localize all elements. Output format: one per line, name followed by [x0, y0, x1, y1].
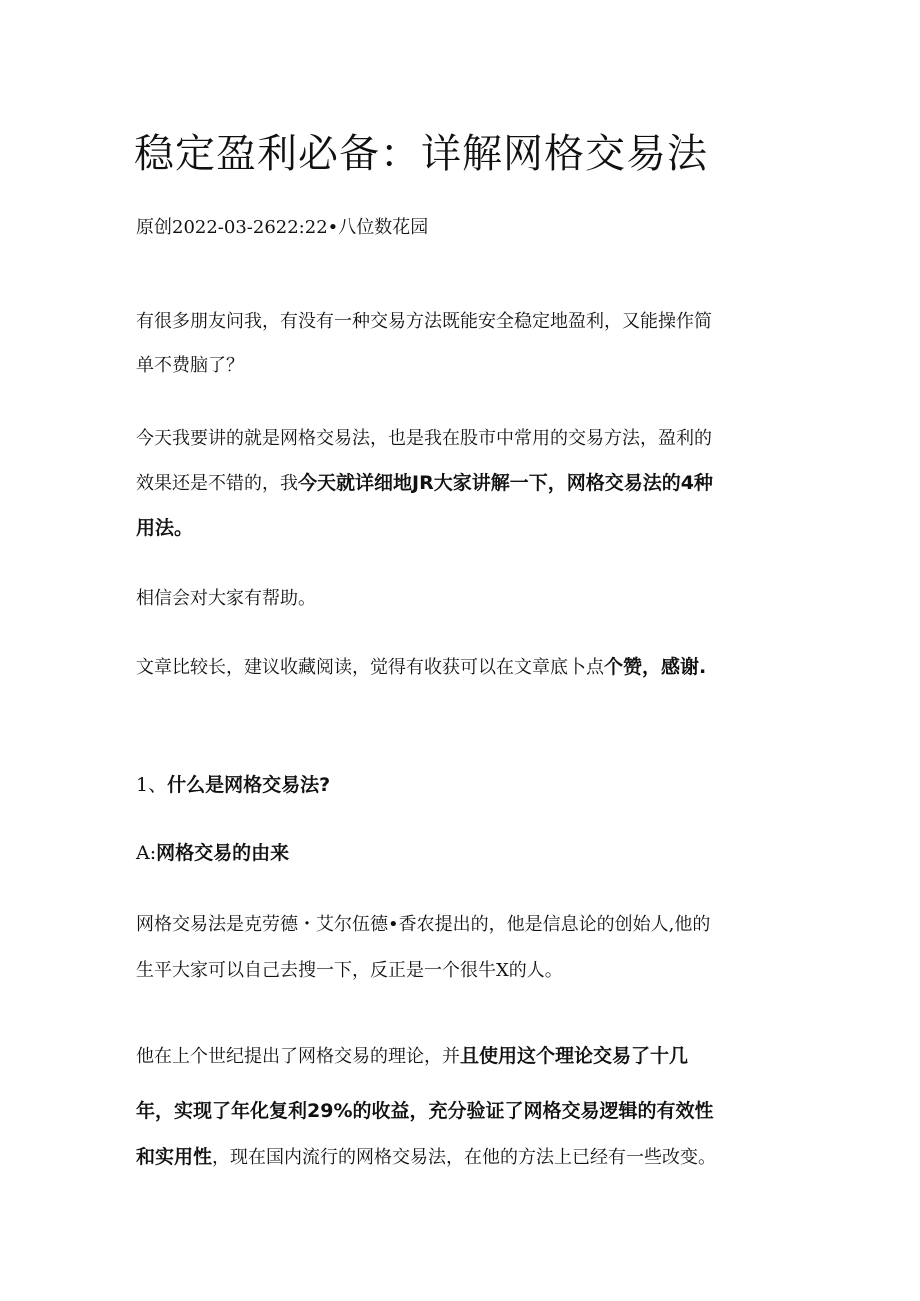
paragraph-bookmark — [136, 652, 796, 683]
paragraph-line: 有很多朋友问我，有没有一种交易方法既能安全稳定地盈利，又能操作简 — [136, 311, 712, 332]
bold-text-run: 和实用性 — [136, 1146, 213, 1168]
article-title: 稳定盈利必备：详解网格交易法 — [134, 131, 708, 177]
section-title: 什么是网格交易法? — [167, 774, 331, 796]
paragraph-line: 单不费脑了？ — [136, 355, 244, 376]
text-run: 他在上个世纪提出了网格交易的理论，并 — [136, 1046, 460, 1067]
paragraph-line: 生平大家可以自己去搜一下，反正是一个很牛X的人。 — [136, 960, 563, 981]
paragraph-origin — [136, 902, 796, 994]
paragraph-history — [136, 1033, 796, 1181]
text-run: ，现在国内流行的网格交易法，在他的方法上已经有一些改变。 — [212, 1147, 717, 1168]
bold-text-run: 且使用这个理论交易了十几 — [460, 1045, 689, 1067]
paragraph-line — [136, 652, 796, 683]
paragraph-line — [136, 1134, 796, 1181]
paragraph-question — [136, 300, 796, 388]
section-number: 1、 — [136, 774, 168, 796]
article-meta: 原创2022-03-2622:22•八位数花园 — [136, 217, 429, 238]
text-run: 文章比较长，建议收藏阅读，觉得有收获可以在文章底卜点 — [136, 657, 604, 678]
paragraph-helpful — [136, 584, 796, 614]
section-title: 网格交易的由来 — [156, 842, 290, 864]
bold-text-run: 个赞，感谢. — [604, 656, 707, 678]
text-run: 效果还是不错的，我 — [136, 473, 298, 494]
paragraph-line — [136, 1033, 796, 1080]
paragraph-line: 今天我要讲的就是网格交易法，也是我在股市中常用的交易方法，盈利的 — [136, 428, 712, 449]
paragraph-line: 年，实现了年化复利29%的收益，充分验证了网格交易逻辑的有效性 — [136, 1100, 714, 1122]
paragraph-line: 相信会对大家有帮助。 — [136, 588, 316, 609]
section-heading-a — [136, 838, 289, 868]
bold-text-run: 今天就详细地JR大家讲解一下，网格交易法的4种 — [298, 472, 713, 494]
paragraph-line: 用法。 — [136, 517, 194, 539]
paragraph-line: 网格交易法是克劳德・艾尔伍德•香农提出的，他是信息论的创始人,他的 — [136, 914, 711, 935]
paragraph-intro — [136, 417, 796, 550]
section-number: A: — [136, 842, 157, 864]
paragraph-line — [136, 461, 796, 506]
section-heading-1 — [136, 770, 330, 800]
